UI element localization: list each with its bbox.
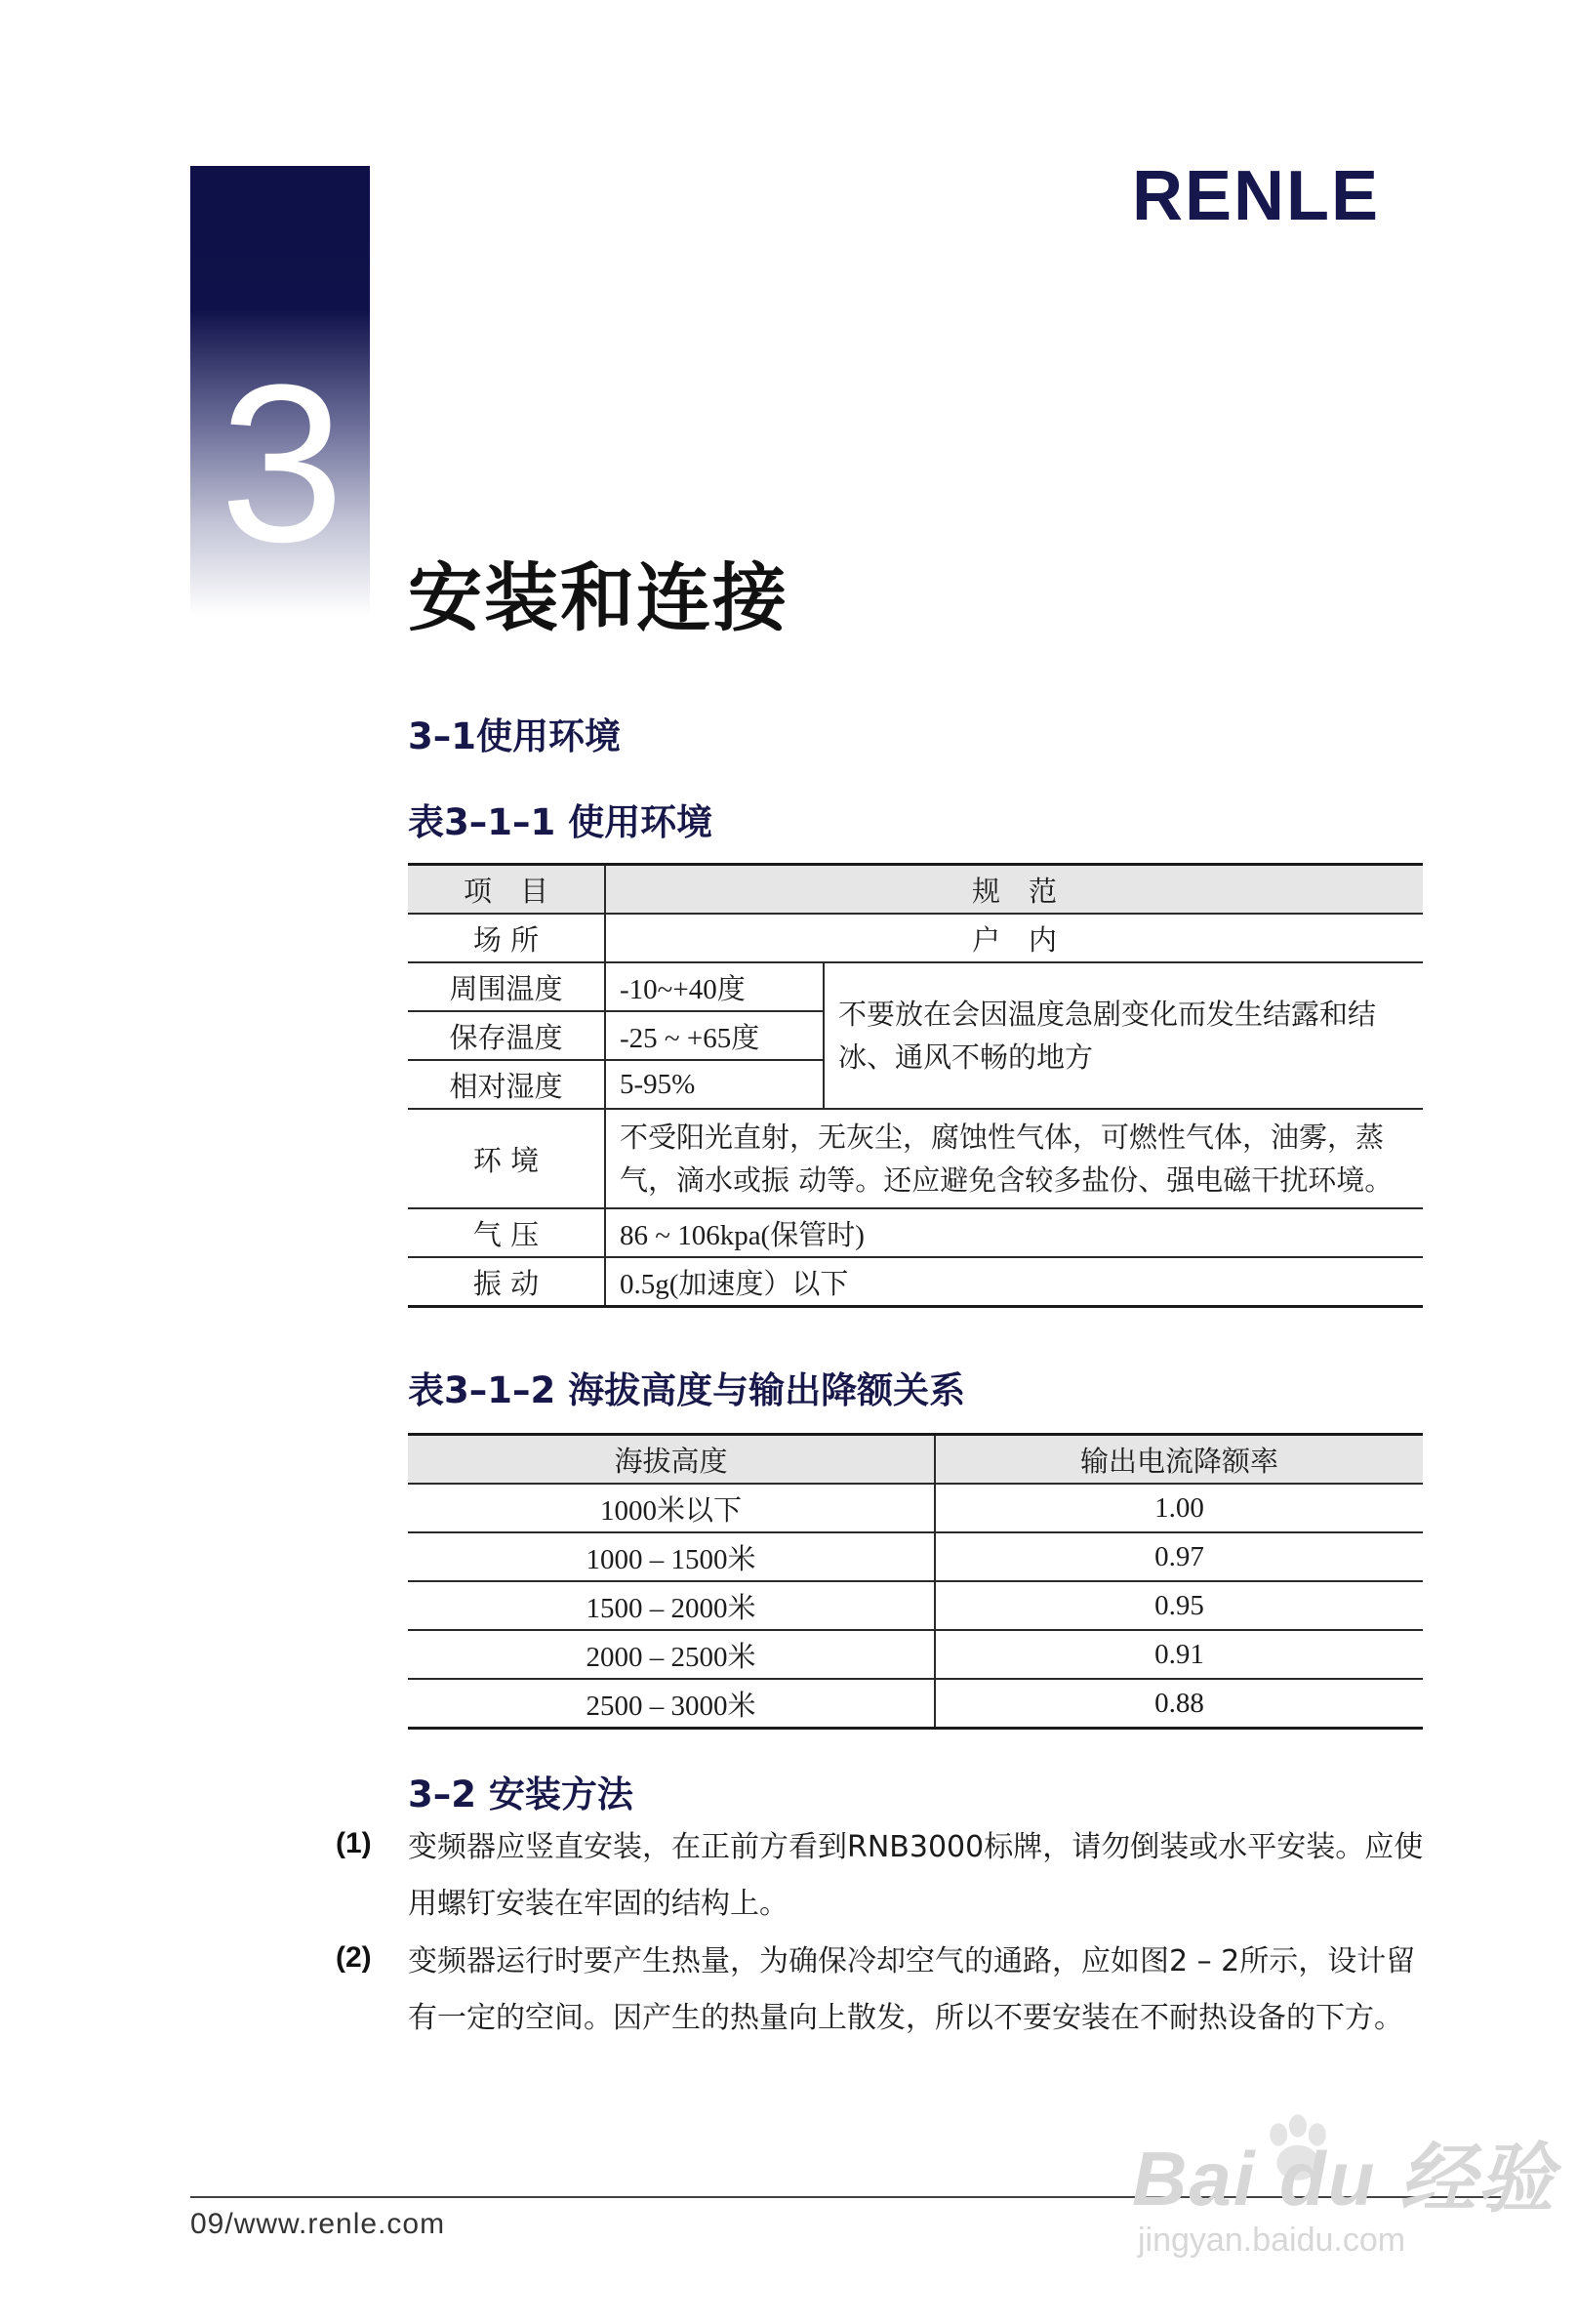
table-cell-rate: 0.97 <box>935 1532 1423 1581</box>
table-header-cell: 项 目 <box>408 865 605 915</box>
table-cell-label: 保存温度 <box>408 1011 605 1060</box>
table-row <box>408 1208 1423 1257</box>
table-header-cell: 海拔高度 <box>408 1435 935 1485</box>
table-cell-value: 户 内 <box>605 914 1423 962</box>
table-cell-note: 不要放在会因温度急剧变化而发生结露和结冰、通风不畅的地方 <box>824 962 1423 1109</box>
table-row <box>408 1581 1423 1630</box>
table-cell-value: -25 ~ +65度 <box>605 1011 824 1060</box>
table-cell-label: 气 压 <box>408 1208 605 1257</box>
section-heading-install: 3–2 安装方法 <box>408 1774 633 1815</box>
table-cell-value: 不受阳光直射，无灰尘，腐蚀性气体，可燃性气体，油雾，蒸气，滴水或振 动等。还应避免含较多盐份、强电磁干扰环境。 <box>605 1109 1423 1208</box>
table-cell-altitude: 1000 – 1500米 <box>408 1532 935 1581</box>
table-row <box>408 962 1423 1011</box>
table-row <box>408 1109 1423 1208</box>
table-cell-value: -10~+40度 <box>605 962 824 1011</box>
list-item-text: 变频器应竖直安装，在正前方看到RNB3000标牌，请勿倒装或水平安装。应使用螺钉安装在牢固的结构上。 <box>408 1830 1424 1921</box>
table-cell-rate: 0.88 <box>935 1679 1423 1729</box>
table-row <box>408 1532 1423 1581</box>
list-item-number: (1) <box>336 1827 372 1859</box>
table-cell-label: 振 动 <box>408 1257 605 1307</box>
chapter-title: 安装和连接 <box>408 554 788 641</box>
watermark-url: jingyan.baidu.com <box>1138 2222 1406 2259</box>
table-cell-label: 相对湿度 <box>408 1060 605 1109</box>
list-item-text: 变频器运行时要产生热量，为确保冷却空气的通路，应如图2 – 2所示，设计留有一定的空间。因产生的热量向上散发，所以不要安装在不耐热设备的下方。 <box>408 1944 1416 2035</box>
altitude-derating-table <box>408 1433 1423 1730</box>
table-cell-rate: 0.95 <box>935 1581 1423 1630</box>
table-cell-altitude: 2000 – 2500米 <box>408 1630 935 1679</box>
watermark-main: Bai du 经验 <box>1132 2136 1557 2222</box>
table-header-cell: 规 范 <box>605 865 1423 915</box>
table-cell-rate: 0.91 <box>935 1630 1423 1679</box>
section-heading-environment: 3–1使用环境 <box>408 715 621 757</box>
table-row <box>408 914 1423 962</box>
chapter-number: 3 <box>220 338 344 589</box>
table-row <box>408 1257 1423 1307</box>
list-item-number: (2) <box>336 1941 372 1974</box>
table-cell-label: 场 所 <box>408 914 605 962</box>
table-header-cell: 输出电流降额率 <box>935 1435 1423 1485</box>
table-cell-altitude: 2500 – 3000米 <box>408 1679 935 1729</box>
brand-logo: RENLE <box>1132 157 1381 235</box>
table-cell-value: 5-95% <box>605 1060 824 1109</box>
table-header-row <box>408 1435 1423 1485</box>
environment-table <box>408 863 1423 1308</box>
watermark <box>1132 2118 1556 2260</box>
table-cell-value: 0.5g(加速度）以下 <box>605 1257 1423 1307</box>
table1-title: 表3–1–1 使用环境 <box>408 801 713 843</box>
table-cell-label: 周围温度 <box>408 962 605 1011</box>
table-cell-value: 86 ~ 106kpa(保管时) <box>605 1208 1423 1257</box>
table-cell-altitude: 1500 – 2000米 <box>408 1581 935 1630</box>
table-row <box>408 1484 1423 1532</box>
table-cell-label: 环 境 <box>408 1109 605 1208</box>
footer-page-url: 09/www.renle.com <box>190 2208 446 2240</box>
table-row <box>408 1679 1423 1729</box>
table-header-row <box>408 865 1423 915</box>
table-cell-altitude: 1000米以下 <box>408 1484 935 1532</box>
table2-title: 表3–1–2 海拔高度与输出降额关系 <box>408 1369 966 1411</box>
table-cell-rate: 1.00 <box>935 1484 1423 1532</box>
table-row <box>408 1630 1423 1679</box>
